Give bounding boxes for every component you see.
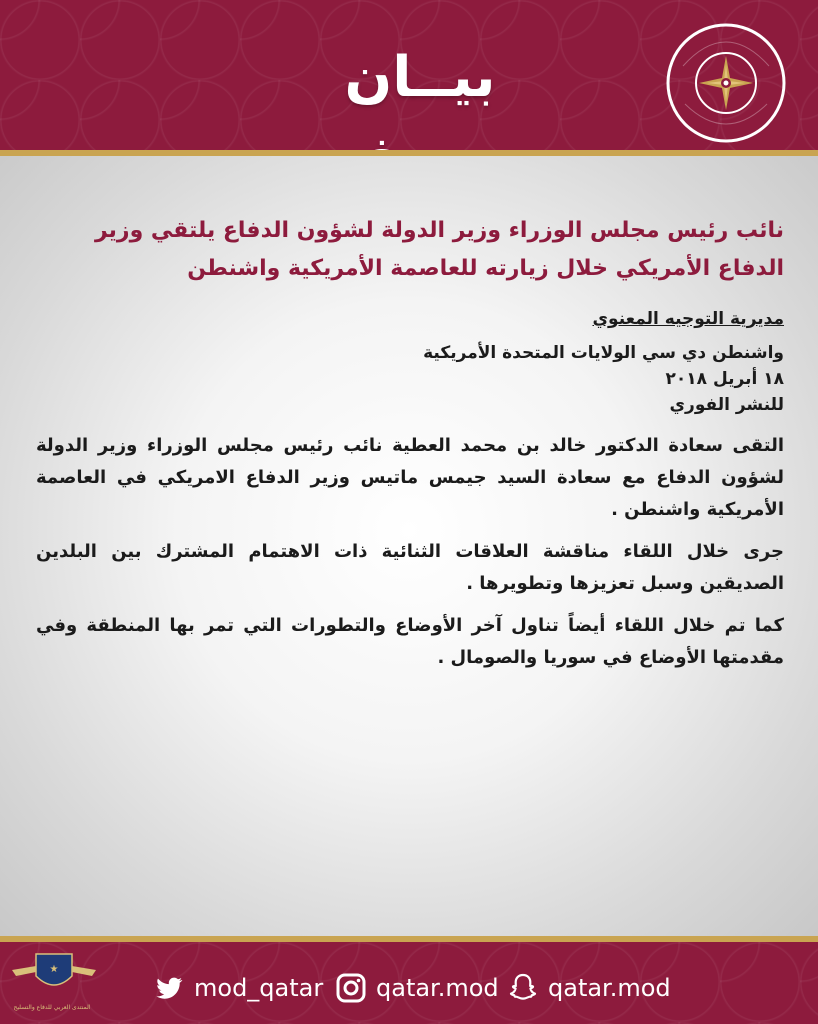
snapchat-icon bbox=[506, 971, 540, 1005]
meta-block bbox=[36, 306, 784, 418]
instagram-handle[interactable] bbox=[334, 968, 499, 1008]
release-note: للنشر الفوري bbox=[669, 395, 784, 415]
location: واشنطن دي سي الولايات المتحدة الأمريكية bbox=[423, 343, 784, 363]
svg-text:★: ★ bbox=[49, 964, 59, 975]
date: ١٨ أبريل ٢٠١٨ bbox=[665, 369, 784, 389]
snapchat-handle[interactable] bbox=[506, 968, 671, 1008]
paragraph: كما تم خلال اللقاء أيضاً تناول آخر الأوضاع والتطورات التي تمر بها المنطقة وفي مقدمتها الأوضاع في سوريا والصومال . bbox=[36, 615, 784, 668]
emblem-icon bbox=[665, 22, 787, 144]
footer-banner bbox=[0, 942, 818, 1024]
header-banner bbox=[0, 0, 818, 150]
watermark-shield-icon bbox=[6, 950, 102, 1022]
twitter-handle[interactable] bbox=[152, 968, 323, 1008]
twitter-label: mod_qatar bbox=[194, 974, 324, 1002]
watermark-text: المنتدى العربي للدفاع والتسليح bbox=[13, 1004, 91, 1011]
paragraph: جرى خلال اللقاء مناقشة العلاقات الثنائية ذات الاهتمام المشترك بين البلدين الصديقين وسبل تعزيزها وتطويرها . bbox=[36, 541, 784, 594]
press-release-body bbox=[0, 156, 818, 936]
twitter-icon bbox=[152, 971, 186, 1005]
headline: نائب رئيس مجلس الوزراء وزير الدولة لشؤون الدفاع يلتقي وزير الدفاع الأمريكي خلال زيارته للعاصمة الأمريكية واشنطن bbox=[94, 218, 784, 281]
instagram-icon bbox=[334, 971, 368, 1005]
department-name: مديرية التوجيه المعنوي bbox=[592, 309, 784, 329]
instagram-label: qatar.mod bbox=[376, 974, 499, 1002]
paragraph: التقى سعادة الدكتور خالد بن محمد العطية نائب رئيس مجلس الوزراء وزير الدولة لشؤون الدفاع مع سعادة السيد جيمس ماتيس وزير الدفاع الامريكي في العاصمة الأمريكية واشنطن . bbox=[36, 435, 784, 520]
snapchat-label: qatar.mod bbox=[548, 974, 671, 1002]
page-title: بيــان bbox=[344, 45, 496, 110]
